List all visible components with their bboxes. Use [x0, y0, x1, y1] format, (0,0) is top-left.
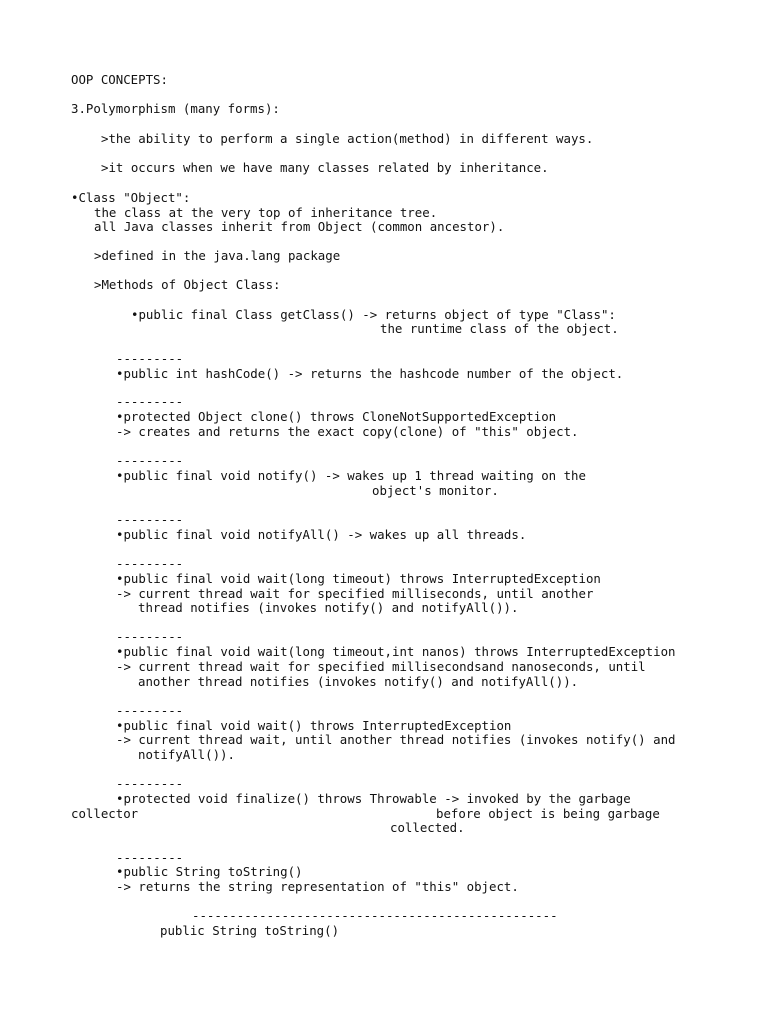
subheading: •Class "Object":: [71, 190, 191, 205]
method-signature: •public final void wait(long timeout) throws InterruptedException: [116, 571, 601, 586]
separator: ---------: [116, 394, 184, 409]
text-line: >it occurs when we have many classes related by inheritance.: [101, 160, 549, 175]
method-signature: •protected Object clone() throws CloneNotSupportedException: [116, 409, 557, 424]
method-description: before object is being garbage: [436, 806, 660, 821]
method-description: the runtime class of the object.: [380, 321, 619, 336]
method-signature: collector: [71, 806, 139, 821]
method-signature: •public int hashCode() -> returns the hashcode number of the object.: [116, 366, 624, 381]
method-signature: public String toString(): [160, 923, 340, 938]
text-line: all Java classes inherit from Object (common ancestor).: [94, 219, 505, 234]
method-description: -> current thread wait, until another thread notifies (invokes notify() and: [116, 732, 676, 747]
separator: ---------: [116, 776, 184, 791]
text-line: >the ability to perform a single action(method) in different ways.: [101, 131, 594, 146]
method-description: -> current thread wait for specified milliseconds, until another: [116, 586, 594, 601]
doc-title: OOP CONCEPTS:: [71, 72, 168, 87]
method-signature: •public final Class getClass() -> returns object of type "Class":: [131, 307, 616, 322]
separator: ---------: [116, 629, 184, 644]
method-description: thread notifies (invokes notify() and notifyAll()).: [138, 600, 519, 615]
separator: ---------: [116, 453, 184, 468]
separator: ---------: [116, 512, 184, 527]
separator: ---------: [116, 703, 184, 718]
separator: ---------: [116, 351, 184, 366]
section-heading: 3.Polymorphism (many forms):: [71, 101, 280, 116]
method-signature: •public final void wait(long timeout,int nanos) throws InterruptedException: [116, 644, 676, 659]
separator: ---------: [116, 850, 184, 865]
method-description: object's monitor.: [372, 483, 499, 498]
method-signature: •public final void notify() -> wakes up 1 thread waiting on the: [116, 468, 586, 483]
text-line: >Methods of Object Class:: [94, 277, 281, 292]
method-signature: •protected void finalize() throws Throwable -> invoked by the garbage: [116, 791, 631, 806]
method-description: collected.: [390, 820, 465, 835]
method-description: -> current thread wait for specified millisecondsand nanoseconds, until: [116, 659, 646, 674]
method-signature: •public final void notifyAll() -> wakes up all threads.: [116, 527, 527, 542]
method-signature: •public final void wait() throws InterruptedException: [116, 718, 512, 733]
method-description: notifyAll()).: [138, 747, 235, 762]
method-description: another thread notifies (invokes notify() and notifyAll()).: [138, 674, 579, 689]
method-description: -> creates and returns the exact copy(clone) of "this" object.: [116, 424, 579, 439]
long-separator: -------------------------------------------------: [192, 908, 558, 923]
method-signature: •public String toString(): [116, 864, 303, 879]
text-line: the class at the very top of inheritance tree.: [94, 205, 438, 220]
separator: ---------: [116, 556, 184, 571]
method-description: -> returns the string representation of "this" object.: [116, 879, 519, 894]
text-line: >defined in the java.lang package: [94, 248, 341, 263]
